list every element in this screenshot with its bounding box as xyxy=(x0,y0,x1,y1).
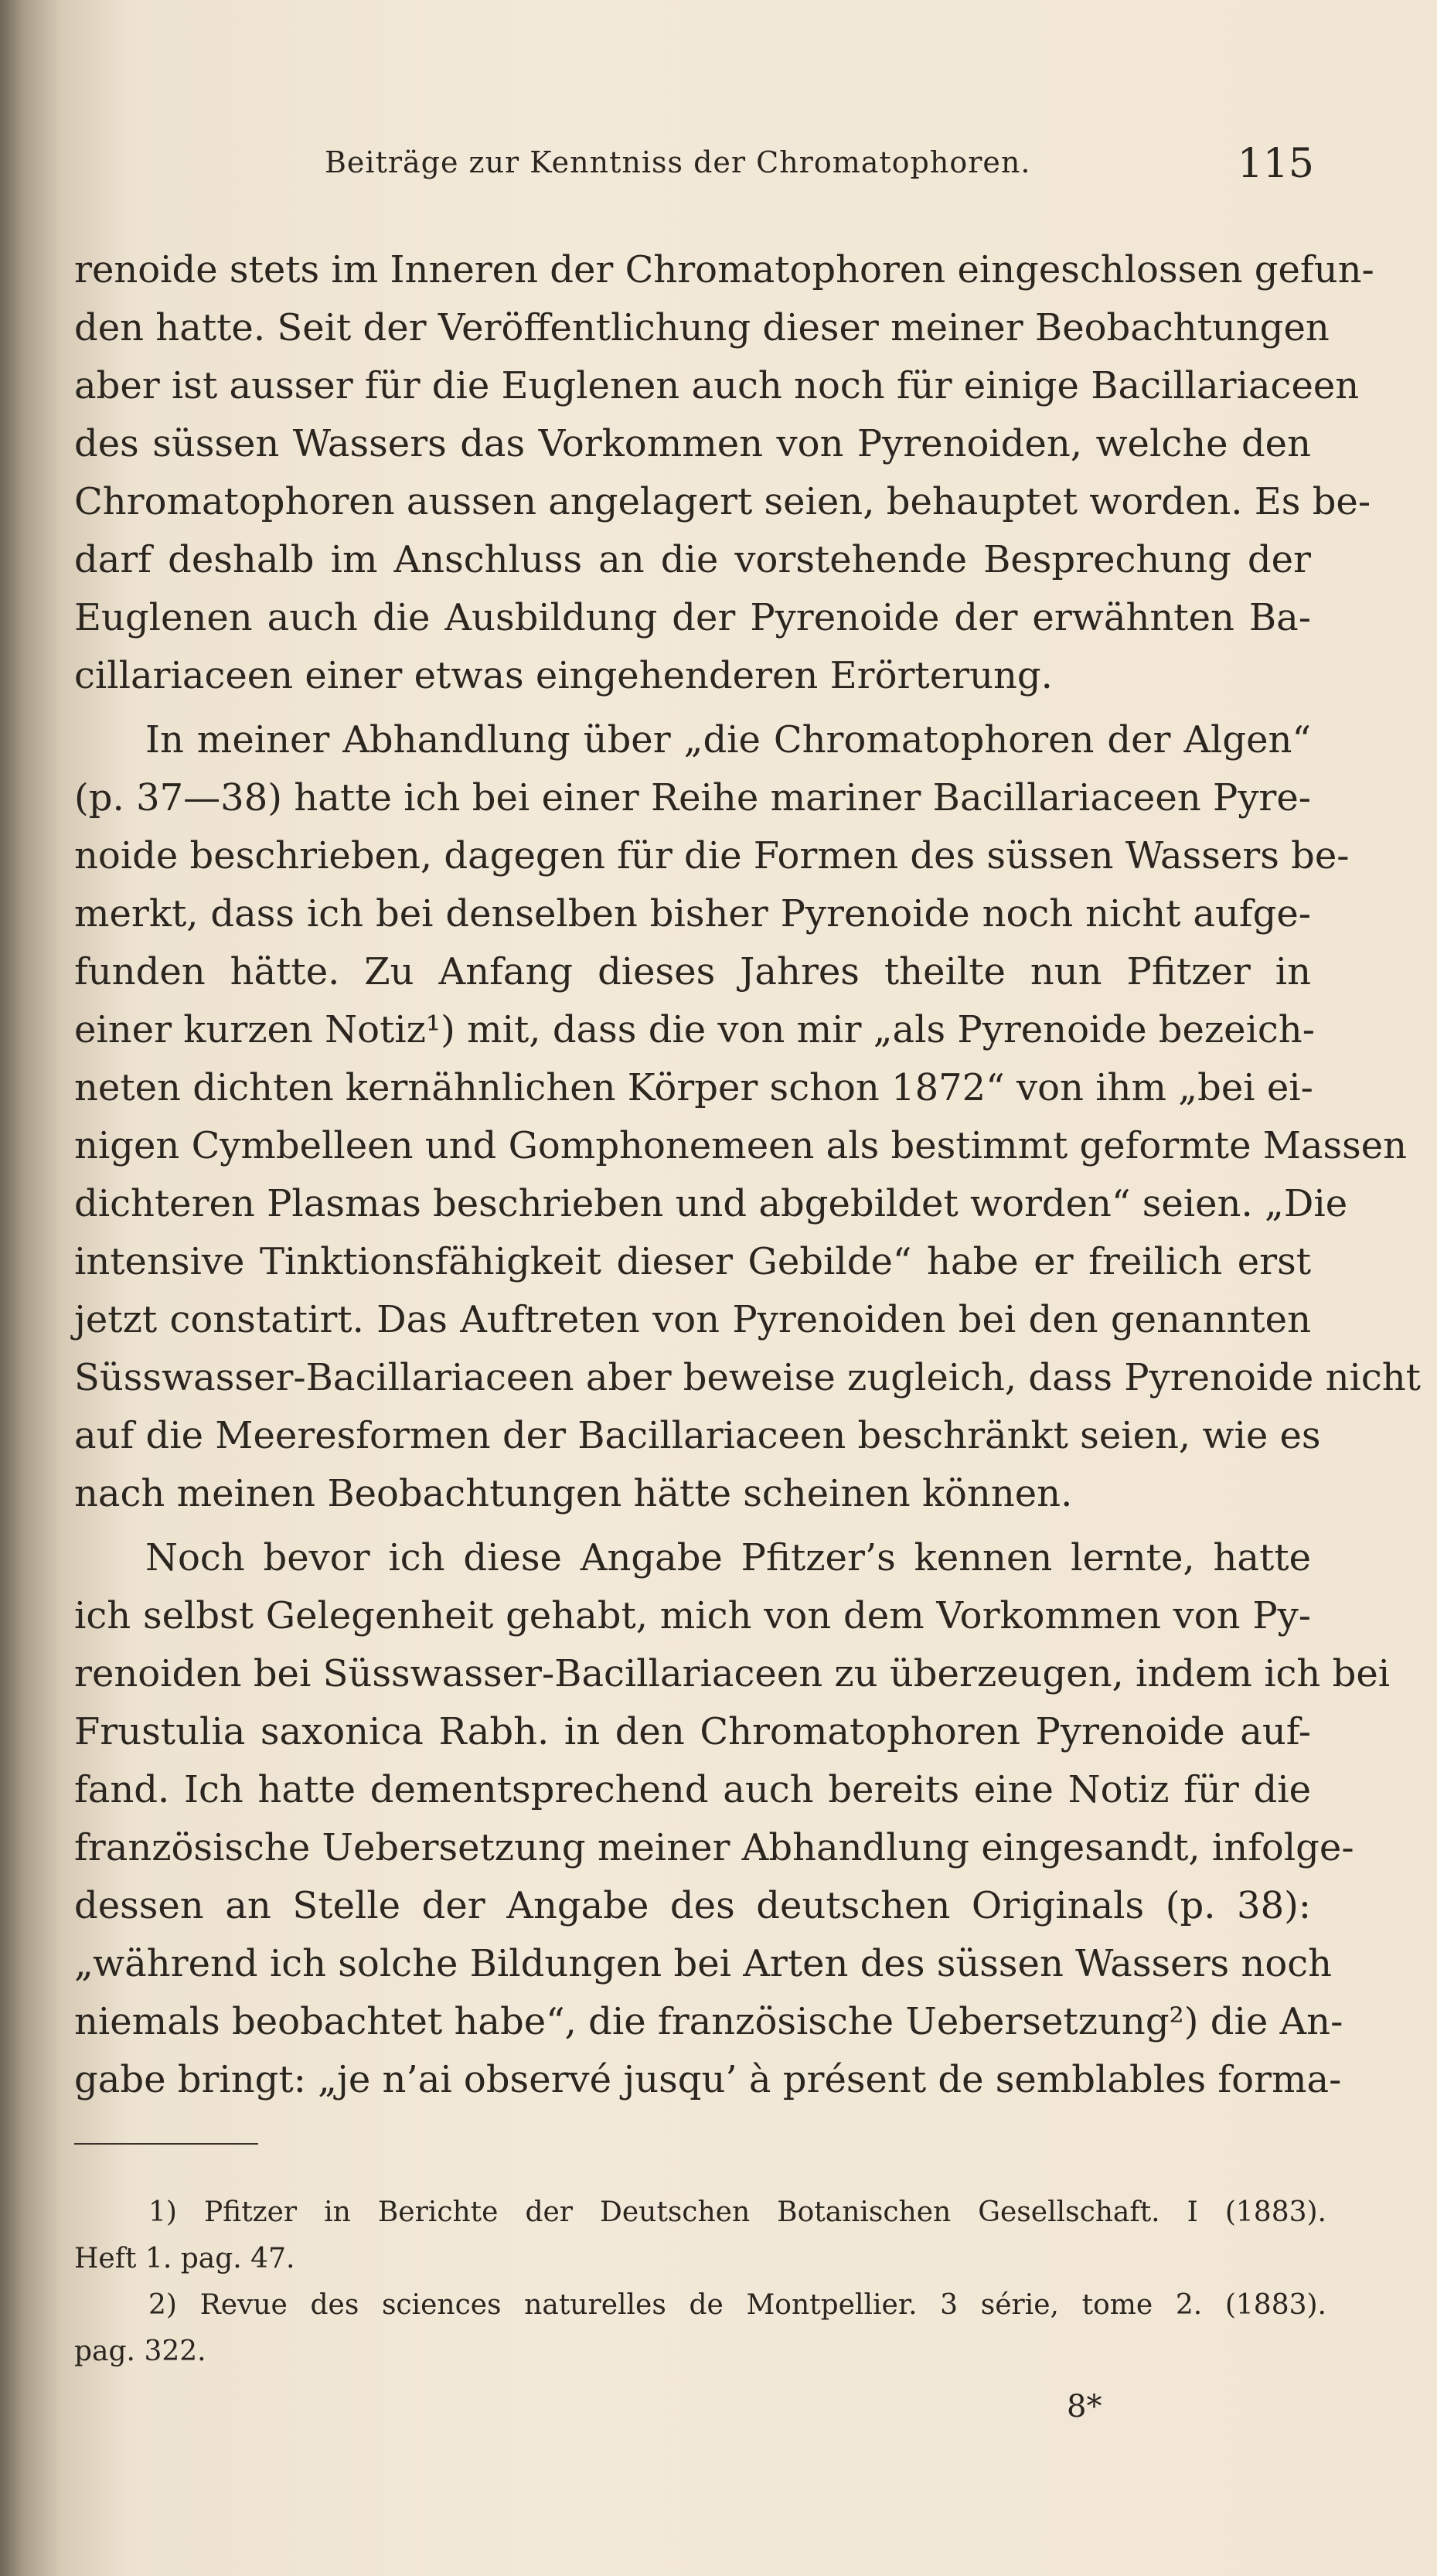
footnote-line: Heft 1. pag. 47. xyxy=(74,2243,295,2274)
paragraph-gap xyxy=(74,705,1311,711)
text-line: einer kurzen Notiz¹) mit, dass die von mir „als Pyrenoide bezeich- xyxy=(74,1008,1315,1051)
text-line: Süsswasser-Bacillariaceen aber beweise zugleich, dass Pyrenoide nicht xyxy=(74,1356,1421,1399)
text-line: aber ist ausser für die Euglenen auch noch für einige Bacillariaceen xyxy=(74,364,1360,407)
text-line: darf deshalb im Anschluss an die vorstehende Besprechung der xyxy=(74,538,1311,581)
text-line: intensive Tinktionsfähigkeit dieser Gebilde“ habe er freilich erst xyxy=(74,1240,1311,1283)
body-text xyxy=(74,241,1421,2109)
footnote-line: 2) Revue des sciences naturelles de Montpellier. 3 série, tome 2. (1883). xyxy=(148,2289,1326,2321)
text-line: neten dichten kernähnlichen Körper schon 1872“ von ihm „bei ei- xyxy=(74,1066,1313,1109)
footnote-line: pag. 322. xyxy=(74,2336,206,2367)
text-line: niemals beobachtet habe“, die französische Uebersetzung²) die An- xyxy=(74,2000,1343,2043)
text-line: Euglenen auch die Ausbildung der Pyrenoide der erwähnten Ba- xyxy=(74,596,1311,639)
text-line: Frustulia saxonica Rabh. in den Chromatophoren Pyrenoide auf- xyxy=(74,1710,1311,1753)
page-header xyxy=(325,141,1314,199)
text-line: gabe bringt: „je n’ai observé jusqu’ à présent de semblables forma- xyxy=(74,2058,1342,2101)
text-line: In meiner Abhandlung über „die Chromatophoren der Algen“ xyxy=(145,718,1311,762)
sheet-signature: 8* xyxy=(1067,2389,1102,2424)
text-line: renoiden bei Süsswasser-Bacillariaceen zu überzeugen, indem ich bei xyxy=(74,1652,1391,1695)
text-line: jetzt constatirt. Das Auftreten von Pyrenoiden bei den genannten xyxy=(74,1298,1311,1341)
paragraph-gap xyxy=(74,1523,1311,1529)
text-line: ich selbst Gelegenheit gehabt, mich von dem Vorkommen von Py- xyxy=(74,1594,1311,1637)
text-line: noide beschrieben, dagegen für die Formen des süssen Wassers be- xyxy=(74,834,1350,877)
text-line: nigen Cymbelleen und Gomphonemeen als bestimmt geformte Massen xyxy=(74,1124,1408,1167)
text-line: Chromatophoren aussen angelagert seien, behauptet worden. Es be- xyxy=(74,480,1371,523)
text-line: dessen an Stelle der Angabe des deutschen Originals (p. 38): xyxy=(74,1884,1311,1927)
footnotes xyxy=(74,2189,1326,2375)
text-line: französische Uebersetzung meiner Abhandlung eingesandt, infolge- xyxy=(74,1826,1354,1869)
text-line: fand. Ich hatte dementsprechend auch bereits eine Notiz für die xyxy=(74,1768,1311,1811)
text-line: dichteren Plasmas beschrieben und abgebildet worden“ seien. „Die xyxy=(74,1182,1348,1225)
text-line: renoide stets im Inneren der Chromatophoren eingeschlossen gefun- xyxy=(74,248,1374,291)
text-line: den hatte. Seit der Veröffentlichung dieser meiner Beobachtungen xyxy=(74,306,1330,349)
text-line: des süssen Wassers das Vorkommen von Pyrenoiden, welche den xyxy=(74,422,1311,465)
footnote-divider xyxy=(74,2143,258,2145)
text-line: nach meinen Beobachtungen hätte scheinen können. xyxy=(74,1472,1073,1515)
text-line: funden hätte. Zu Anfang dieses Jahres theilte nun Pfitzer in xyxy=(74,950,1311,993)
page-number: 115 xyxy=(1237,141,1314,187)
running-title: Beiträge zur Kenntniss der Chromatophoren. xyxy=(325,145,1031,179)
text-line: merkt, dass ich bei denselben bisher Pyrenoide noch nicht aufge- xyxy=(74,892,1311,935)
footnote-line: 1) Pfitzer in Berichte der Deutschen Botanischen Gesellschaft. I (1883). xyxy=(148,2196,1326,2228)
text-line: (p. 37—38) hatte ich bei einer Reihe mariner Bacillariaceen Pyre- xyxy=(74,776,1311,819)
text-line: cillariaceen einer etwas eingehenderen Erörterung. xyxy=(74,654,1053,697)
text-line: Noch bevor ich diese Angabe Pfitzer’s kennen lernte, hatte xyxy=(145,1536,1311,1579)
text-line: „während ich solche Bildungen bei Arten des süssen Wassers noch xyxy=(74,1942,1333,1985)
text-line: auf die Meeresformen der Bacillariaceen beschränkt seien, wie es xyxy=(74,1414,1321,1457)
